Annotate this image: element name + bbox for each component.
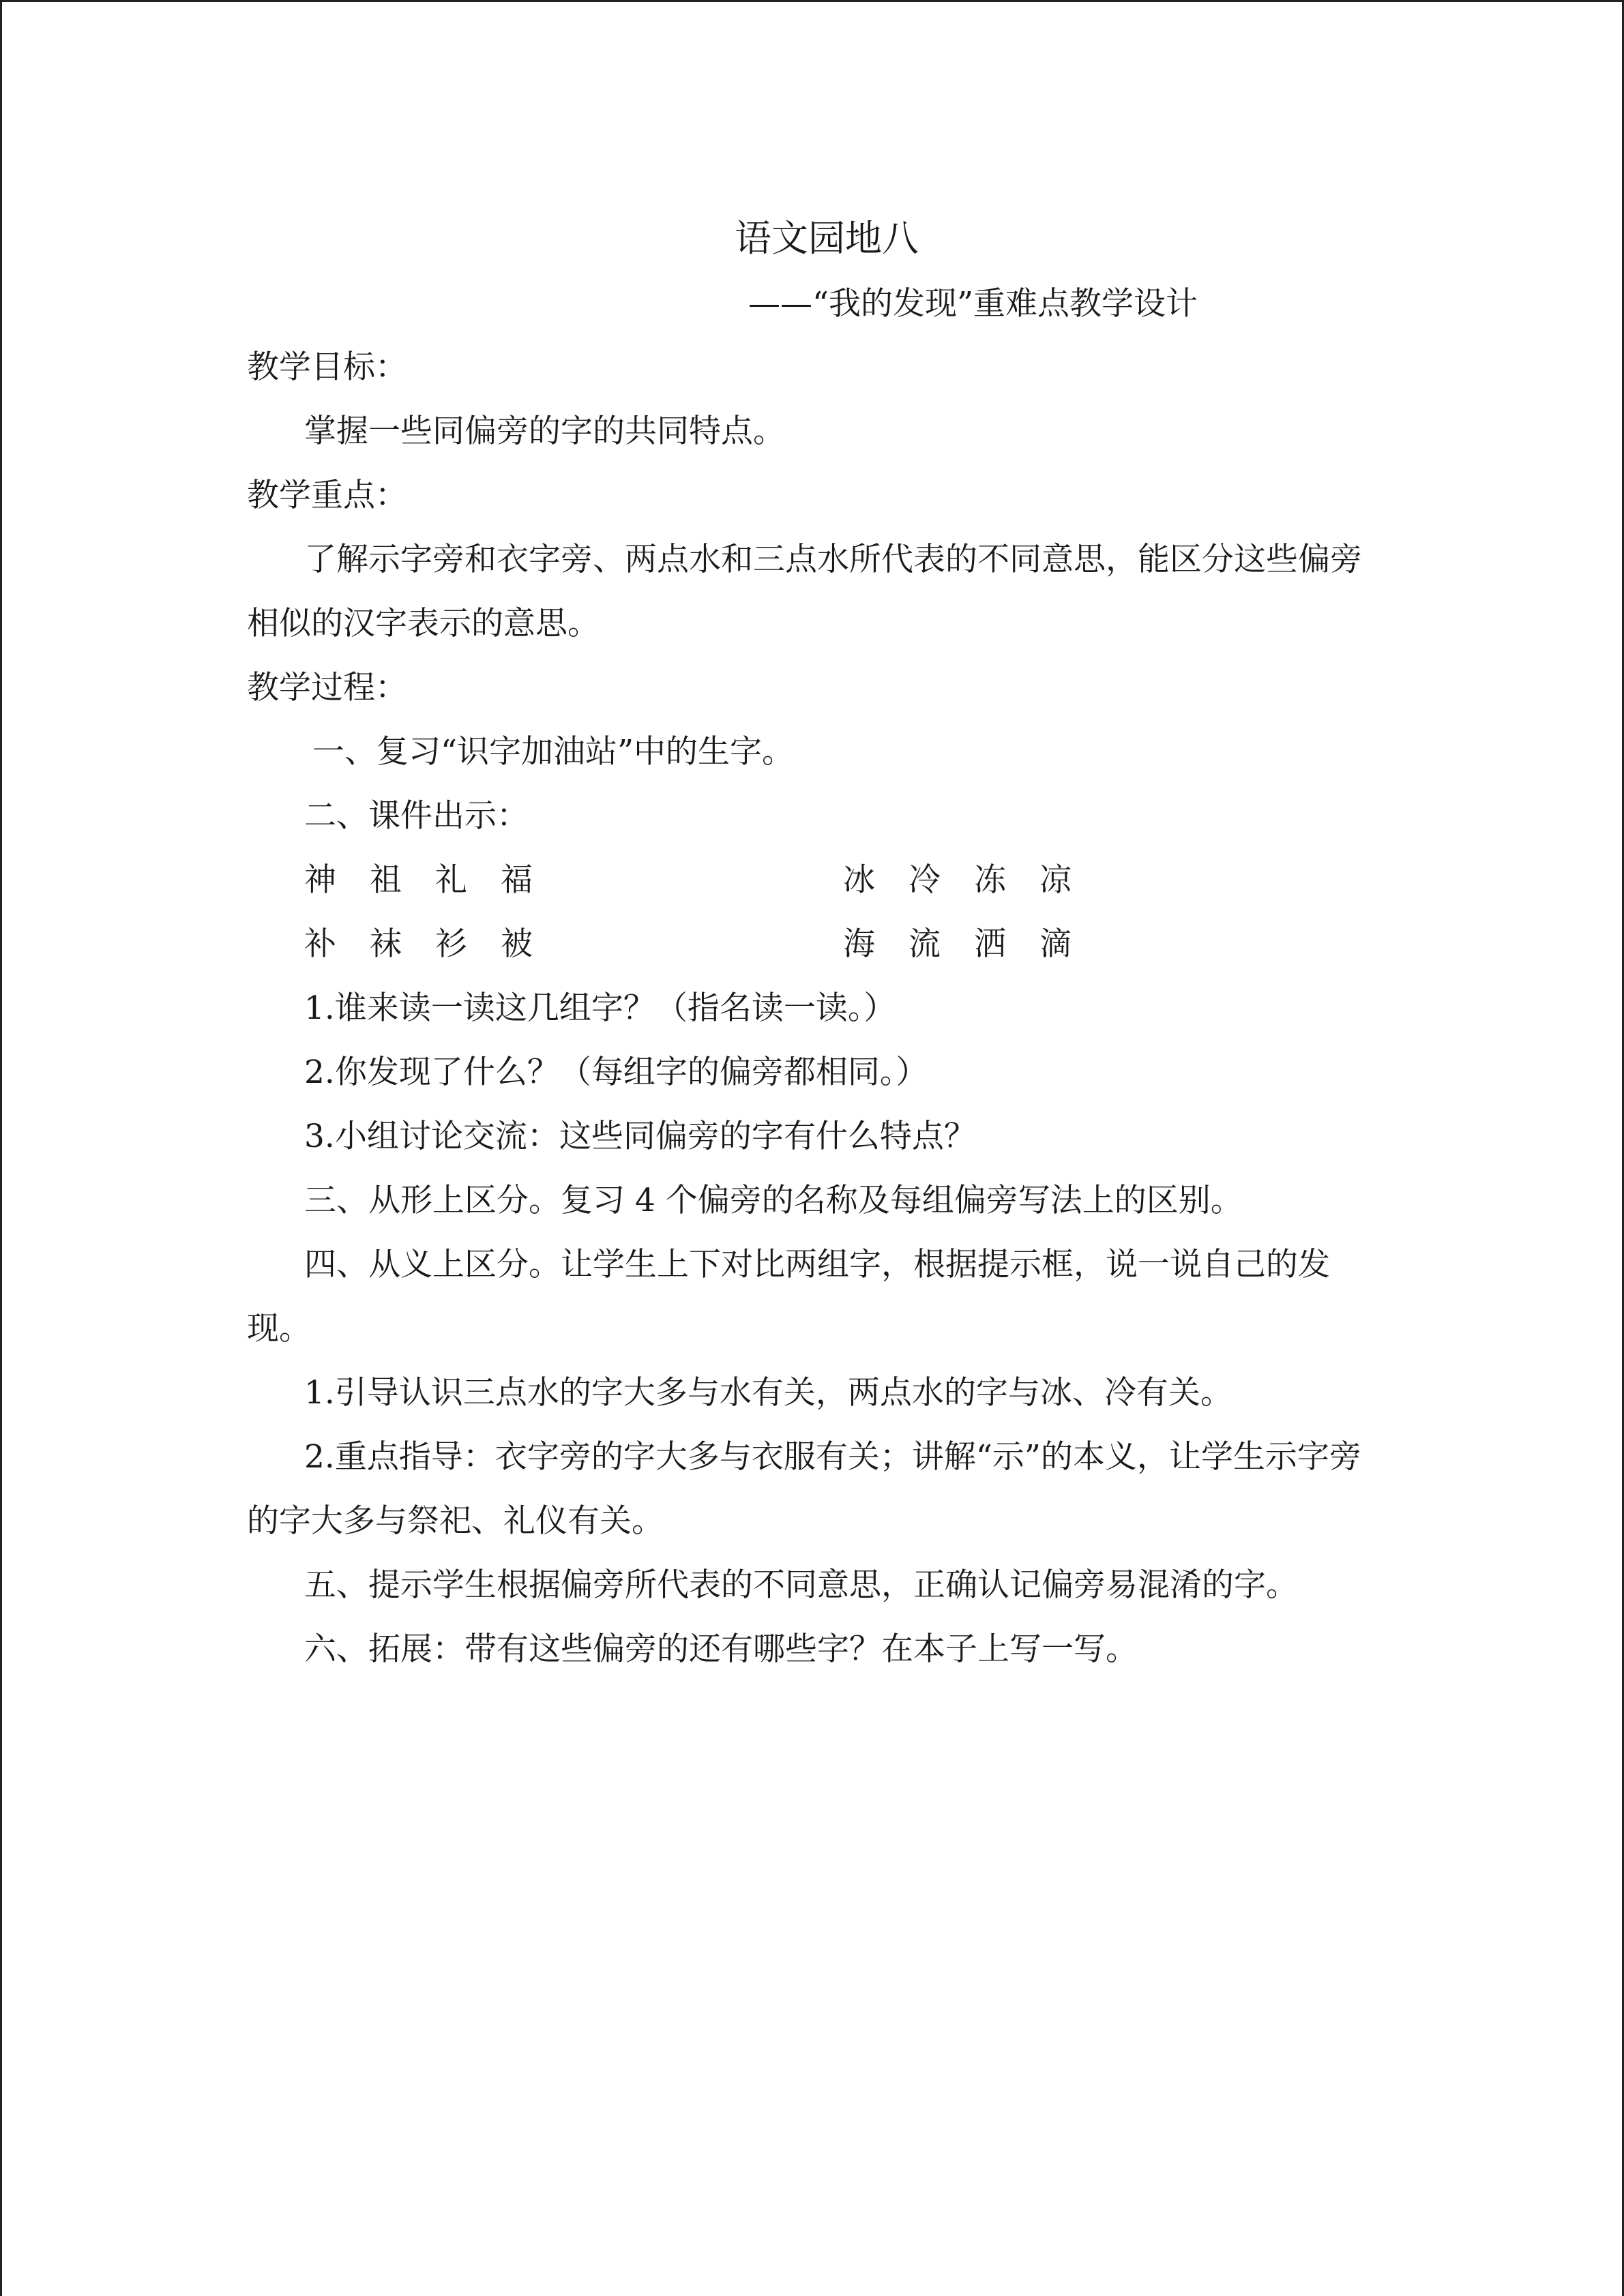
- char: 袜: [370, 925, 402, 963]
- goals-text: 掌握一些同偏旁的字的共同特点。: [304, 413, 785, 450]
- question-3: 3.小组讨论交流：这些同偏旁的字有什么特点？: [304, 1118, 976, 1155]
- document-body: [247, 205, 1379, 1682]
- question-1: 1.谁来读一读这几组字？（指名读一读。）: [304, 989, 896, 1027]
- char: 祖: [370, 861, 402, 899]
- step-5: 五、提示学生根据偏旁所代表的不同意思，正确认记偏旁易混淆的字。: [304, 1566, 1298, 1604]
- char-group-yi-radical: [304, 912, 566, 976]
- char: 流: [909, 925, 941, 963]
- question-2: 2.你发现了什么？（每组字的偏旁都相同。）: [304, 1054, 928, 1091]
- step-2: 二、课件出示：: [304, 797, 529, 835]
- page-title: 语文园地八: [735, 217, 919, 260]
- char: 被: [501, 925, 533, 963]
- process-label: 教学过程：: [247, 669, 407, 706]
- char: 礼: [435, 861, 467, 899]
- char: 冷: [909, 861, 941, 899]
- key-points-label: 教学重点：: [247, 477, 407, 514]
- step-1: 一、复习“识字加油站”中的生字。: [312, 733, 795, 771]
- char: 神: [304, 861, 336, 899]
- char-group-shi-radical: [304, 848, 566, 912]
- goals-label: 教学目标：: [247, 348, 407, 386]
- char: 冰: [843, 861, 875, 899]
- key-points-text: 了解示字旁和衣字旁、两点水和三点水所代表的不同意思，能区分这些偏旁相似的汉字表示的意思。: [247, 541, 1362, 642]
- char: 洒: [974, 925, 1006, 963]
- char: 滴: [1039, 925, 1072, 963]
- char: 衫: [435, 925, 467, 963]
- char: 冻: [974, 861, 1006, 899]
- char: 海: [843, 925, 875, 963]
- page-subtitle: ——“我的发现”重难点教学设计: [748, 285, 1198, 323]
- char-group-two-dot-water: [843, 848, 1105, 912]
- char: 福: [501, 861, 533, 899]
- step-4-1: 1.引导认识三点水的字大多与水有关，两点水的字与冰、冷有关。: [304, 1374, 1232, 1412]
- step-3: 三、从形上区分。复习 4 个偏旁的名称及每组偏旁写法上的区别。: [304, 1182, 1243, 1219]
- char-row-2: [247, 912, 1379, 976]
- char: 补: [304, 925, 336, 963]
- step-4: 四、从义上区分。让学生上下对比两组字，根据提示框，说一说自己的发现。: [247, 1246, 1330, 1347]
- char-group-three-dot-water: [843, 912, 1105, 976]
- step-6: 六、拓展：带有这些偏旁的还有哪些字？在本子上写一写。: [304, 1630, 1138, 1668]
- char: 凉: [1039, 861, 1072, 899]
- char-row-1: [247, 848, 1379, 912]
- step-4-2: 2.重点指导：衣字旁的字大多与衣服有关；讲解“示”的本义，让学生示字旁的字大多与祭祀、礼仪有关。: [247, 1438, 1361, 1540]
